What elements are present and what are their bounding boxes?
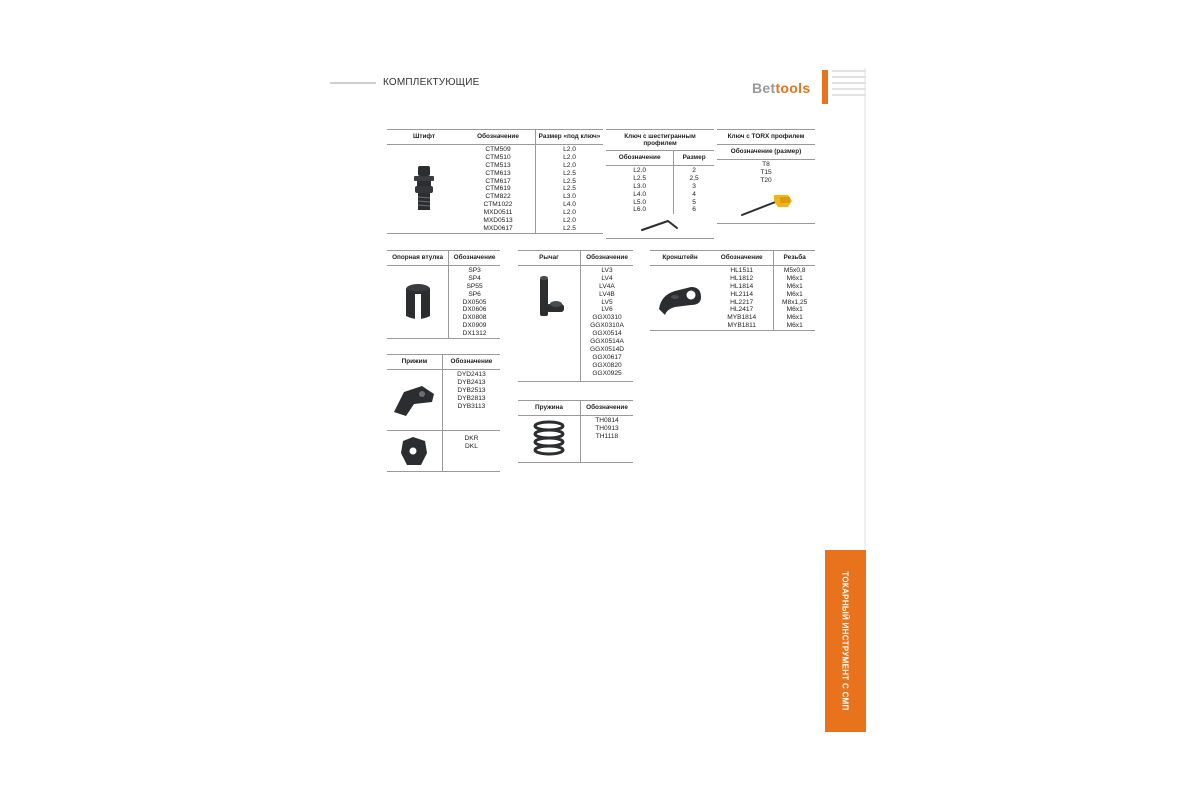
pin-header-part: Штифт xyxy=(387,130,461,145)
list-item: SP3 xyxy=(468,266,481,274)
clamp-header-part: Прижим xyxy=(387,355,442,370)
spring-header-part: Пружина xyxy=(518,401,581,416)
list-item: GGX0617 xyxy=(592,353,622,361)
list-item: CTM513 xyxy=(485,161,511,169)
list-item: LV4 xyxy=(601,274,613,282)
list-item: M6x1 xyxy=(786,314,803,322)
lever-table xyxy=(518,250,633,382)
clamp-table xyxy=(387,354,500,472)
clamp-small-image-cell xyxy=(387,431,442,472)
list-item: L2.5 xyxy=(563,169,576,177)
list-item: GGX0820 xyxy=(592,361,622,369)
list-item: L2.0 xyxy=(563,145,576,153)
list-item: CTM617 xyxy=(485,177,511,185)
torx-key-header-code: Обозначение (размер) xyxy=(717,144,815,159)
list-item: CTM619 xyxy=(485,185,511,193)
list-item: DYB2813 xyxy=(457,394,486,402)
spring-icon xyxy=(532,420,566,456)
list-item: DX0909 xyxy=(462,322,487,330)
section-title: КОМПЛЕКТУЮЩИЕ xyxy=(383,77,480,88)
list-item: M6x1 xyxy=(786,290,803,298)
hex-key-title: Ключ с шестигранным профилем xyxy=(606,130,714,151)
bracket-code-list xyxy=(710,265,774,330)
list-item: DX0808 xyxy=(462,314,487,322)
list-item: L3.0 xyxy=(633,182,647,190)
spring-image-cell xyxy=(518,415,581,462)
list-item: HL2114 xyxy=(730,290,753,298)
hex-key-table xyxy=(606,129,714,239)
spring-header-code: Обозначение xyxy=(581,401,634,416)
list-item: GGX0514 xyxy=(592,330,622,338)
pin-table xyxy=(387,129,603,234)
spring-table xyxy=(518,400,633,463)
list-item: L2.0 xyxy=(563,217,576,225)
list-item: CTM613 xyxy=(485,169,511,177)
lever-image-cell xyxy=(518,265,581,381)
bracket-header-part: Кронштейн xyxy=(650,251,710,266)
list-item: GGX0514D xyxy=(589,345,625,353)
list-item: DX0505 xyxy=(462,298,487,306)
torx-key-code-list xyxy=(717,159,815,184)
list-item: M6x1 xyxy=(786,282,803,290)
pin-screw-icon xyxy=(411,166,437,212)
sleeve-header-part: Опорная втулка xyxy=(387,251,449,266)
list-item: CTM822 xyxy=(485,193,511,201)
side-section-tab xyxy=(825,550,866,732)
list-item: CTM509 xyxy=(485,145,511,153)
lever-code-list xyxy=(581,265,634,381)
list-item: DKL xyxy=(465,443,478,451)
list-item: M8x1,25 xyxy=(782,298,808,306)
bracket-header-thread: Резьба xyxy=(774,251,815,266)
lever-header-part: Рычаг xyxy=(518,251,581,266)
list-item: L5.0 xyxy=(633,198,647,206)
hex-key-header-code: Обозначение xyxy=(606,151,674,166)
list-item: DX1312 xyxy=(462,330,487,338)
pin-code-list xyxy=(461,144,536,233)
torx-key-title: Ключ с TORX профилем xyxy=(717,130,815,145)
logo-text-main: Bet xyxy=(752,80,776,96)
list-item: GGX0310A xyxy=(590,322,624,330)
list-item: DYD2413 xyxy=(457,370,486,378)
list-item: CTM510 xyxy=(485,153,511,161)
pin-size-list xyxy=(536,144,604,233)
list-item: 5 xyxy=(692,198,696,206)
side-tab-label: ТОКАРНЫЙ ИНСТРУМЕНТ С СМП xyxy=(840,571,850,711)
list-item: HL2417 xyxy=(730,306,754,314)
header-stripes xyxy=(832,70,866,104)
list-item: MXD0513 xyxy=(483,217,513,225)
bracket-table xyxy=(650,250,815,331)
pin-header-code: Обозначение xyxy=(461,130,536,145)
list-item: GGX0925 xyxy=(592,369,622,377)
lever-icon xyxy=(532,274,566,320)
list-item: LV4A xyxy=(599,282,615,290)
list-item: HL1812 xyxy=(730,274,754,282)
sleeve-code-list xyxy=(449,265,500,338)
list-item: DKR xyxy=(464,435,479,443)
torx-key-icon xyxy=(738,191,794,219)
list-item: M6x1 xyxy=(786,306,803,314)
bracket-icon xyxy=(657,281,703,317)
list-item: 6 xyxy=(692,206,696,214)
list-item: MXD0511 xyxy=(483,209,513,217)
list-item: 4 xyxy=(692,190,696,198)
hex-key-header-size: Размер xyxy=(674,151,714,166)
list-item: M6x1 xyxy=(786,274,803,282)
bracket-thread-list xyxy=(774,265,815,330)
spring-code-list xyxy=(581,415,634,462)
list-item: LV6 xyxy=(601,306,613,314)
sleeve-header-code: Обозначение xyxy=(449,251,500,266)
list-item: M5x0,8 xyxy=(783,266,806,274)
list-item: 3 xyxy=(692,182,696,190)
pin-image-cell xyxy=(387,144,461,233)
list-item: L2.5 xyxy=(563,185,576,193)
list-item: CTM1022 xyxy=(483,201,513,209)
list-item: TH1118 xyxy=(595,432,619,440)
list-item: L3.0 xyxy=(563,193,576,201)
list-item: DYB2413 xyxy=(457,378,486,386)
header-rule xyxy=(330,82,376,84)
sleeve-image-cell xyxy=(387,265,449,338)
bracket-header-code: Обозначение xyxy=(710,251,774,266)
list-item: L2.0 xyxy=(633,166,647,174)
sleeve-icon xyxy=(404,282,432,322)
list-item: MYB1814 xyxy=(727,314,757,322)
clamp-code-list-b xyxy=(442,431,500,472)
list-item: DYB3113 xyxy=(457,402,486,410)
pin-header-size: Размер «под ключ» xyxy=(536,130,604,145)
torx-key-image-cell xyxy=(717,185,815,224)
list-item: GGX0514A xyxy=(590,338,624,346)
list-item: SP55 xyxy=(466,282,483,290)
hex-key-code-list xyxy=(606,165,674,214)
list-item: L4.0 xyxy=(563,201,576,209)
list-item: L2.0 xyxy=(563,161,576,169)
lever-header-code: Обозначение xyxy=(581,251,634,266)
list-item: HL1814 xyxy=(730,282,754,290)
list-item: L2.5 xyxy=(633,174,647,182)
list-item: TH0814 xyxy=(595,416,619,424)
list-item: 2 xyxy=(692,166,696,174)
clamp-large-image-cell xyxy=(387,369,442,431)
bracket-image-cell xyxy=(650,265,710,330)
torx-key-table xyxy=(717,129,815,224)
list-item: MYB1811 xyxy=(727,322,756,330)
list-item: DYB2513 xyxy=(457,386,486,394)
list-item: HL2217 xyxy=(730,298,754,306)
list-item: L2.5 xyxy=(563,177,576,185)
list-item: T15 xyxy=(760,168,772,176)
list-item: DX0606 xyxy=(462,306,487,314)
list-item: L2.0 xyxy=(563,209,576,217)
list-item: L6.0 xyxy=(633,206,647,214)
hex-key-image-cell xyxy=(606,214,714,239)
list-item: L4.0 xyxy=(633,190,647,198)
list-item: LV5 xyxy=(601,298,613,306)
list-item: M6x1 xyxy=(786,322,803,330)
clamp-code-list-a xyxy=(442,369,500,431)
list-item: GGX0310 xyxy=(592,314,622,322)
clamp-large-icon xyxy=(392,382,436,418)
list-item: HL1511 xyxy=(730,266,753,274)
list-item: LV3 xyxy=(601,266,613,274)
list-item: T20 xyxy=(760,176,772,184)
list-item: MXD0617 xyxy=(483,224,513,232)
clamp-header-code: Обозначение xyxy=(442,355,500,370)
list-item: L2.0 xyxy=(563,153,576,161)
logo-text-accent: tools xyxy=(775,80,811,96)
list-item: L2.5 xyxy=(563,224,576,232)
brand-logo xyxy=(752,80,810,96)
hex-key-icon xyxy=(640,218,680,232)
support-sleeve-table xyxy=(387,250,500,339)
list-item: TH0913 xyxy=(595,424,619,432)
logo-accent-bar xyxy=(822,70,828,104)
hex-key-size-list xyxy=(674,165,714,214)
list-item: LV4B xyxy=(599,290,615,298)
list-item: T8 xyxy=(762,160,770,168)
list-item: 2,5 xyxy=(689,174,699,182)
list-item: SP6 xyxy=(468,290,481,298)
list-item: SP4 xyxy=(468,274,481,282)
clamp-small-icon xyxy=(399,435,429,467)
